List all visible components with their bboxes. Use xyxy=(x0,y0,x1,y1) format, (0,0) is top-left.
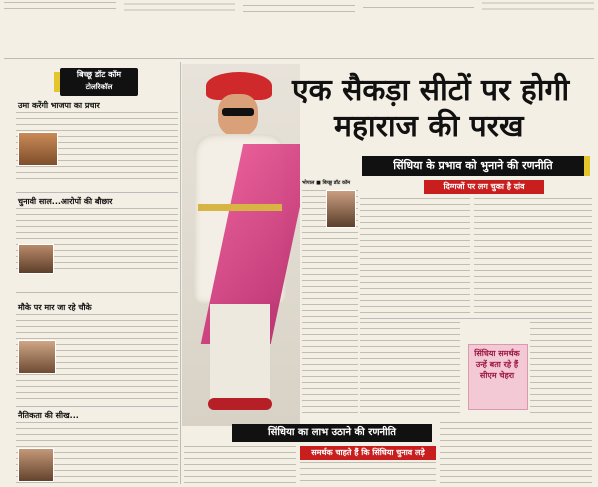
inset-photo xyxy=(326,190,356,228)
section-subtitle: टोलरिकॉल xyxy=(85,83,113,91)
kicker-banner: दिग्गजों पर लग चुका है दांव xyxy=(424,180,544,194)
left-divider-1 xyxy=(16,192,178,193)
bottom-column-1-text xyxy=(184,446,296,486)
uma-bharti-photo xyxy=(18,132,58,166)
bottom-column-2-text xyxy=(300,462,436,486)
left-item-3-heading: मौके पर मार जा रहे चौके xyxy=(18,303,92,312)
section-header xyxy=(60,68,138,96)
left-divider-3 xyxy=(16,406,178,407)
sunglasses xyxy=(222,108,254,116)
politician-photo-3 xyxy=(18,340,56,374)
subhead-banner: सिंधिया के प्रभाव को भुनाने की रणनीति xyxy=(362,156,584,176)
byline: भोपाल ■ बिच्छू डॉट कॉम xyxy=(302,180,351,186)
bottom-column-3-text xyxy=(440,422,592,484)
right-column-3-text xyxy=(360,322,460,418)
top-continuation-text xyxy=(4,2,594,54)
headline-line-1: एक सैकड़ा सीटों पर होगी xyxy=(292,73,570,108)
politician-photo-4 xyxy=(18,448,54,482)
right-column-1-text xyxy=(360,198,470,314)
strategy-banner: सिंधिया का लाभ उठाने की रणनीति xyxy=(232,424,432,442)
secondary-headline: समर्थक चाहते हैं कि सिंधिया चुनाव लड़े xyxy=(300,446,436,460)
politician-photo-2 xyxy=(18,244,54,274)
top-divider xyxy=(4,58,594,59)
scindia-photo xyxy=(182,64,300,426)
left-item-2-heading: चुनावी साल...आरोपों की बौछार xyxy=(18,197,113,206)
left-divider-2 xyxy=(16,292,178,293)
headline-line-2: महाराज की परख xyxy=(334,109,524,144)
right-column-4-text xyxy=(530,322,592,418)
quote-text: सिंधिया समर्थक उन्हें बता रहे हैं सीएम चेहरा xyxy=(474,349,520,380)
red-shoes xyxy=(208,398,272,410)
subhead-accent xyxy=(584,156,590,176)
legs xyxy=(210,304,270,404)
belt xyxy=(198,204,282,211)
header-accent xyxy=(54,72,60,92)
column-separator xyxy=(180,62,181,484)
left-item-1-heading: उमा करेंगी भाजपा का प्रचार xyxy=(18,101,100,110)
left-item-4-heading: नैतिकता की सीख... xyxy=(18,411,79,420)
right-column-2-text xyxy=(474,198,592,314)
mid-divider xyxy=(360,318,592,319)
section-title: बिच्छू डॉट कॉम xyxy=(76,70,122,79)
